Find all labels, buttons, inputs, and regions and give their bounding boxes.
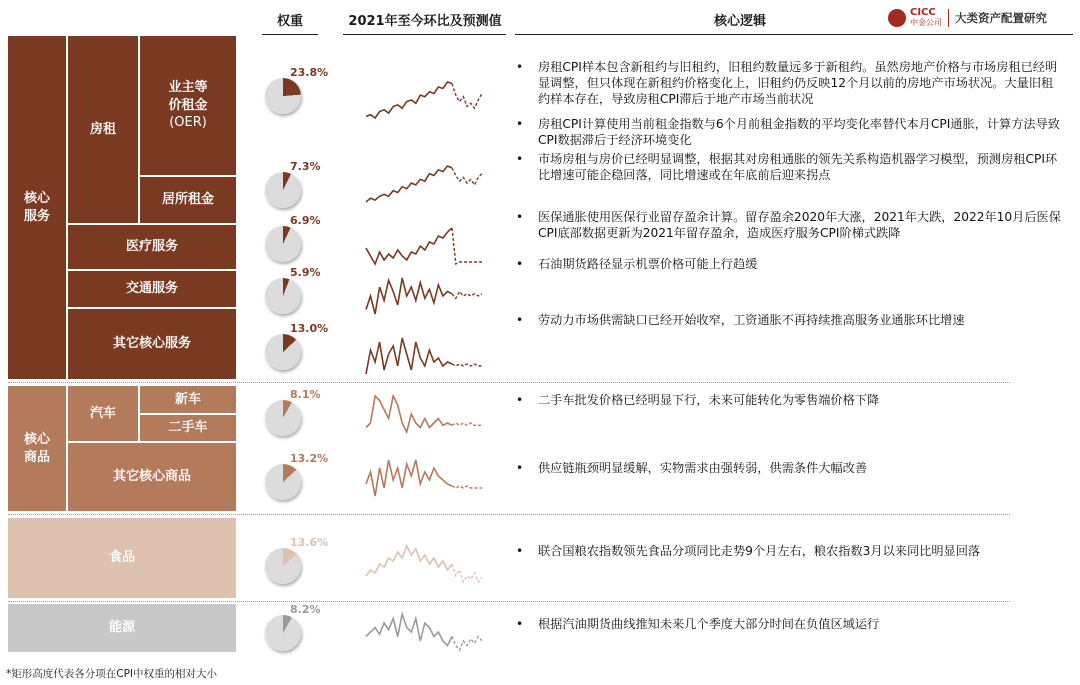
cat-other-services: 其它核心服务 xyxy=(68,309,236,379)
brand-research: 大类资产配置研究 xyxy=(955,11,1047,25)
group-energy: 能源 xyxy=(8,604,236,652)
weight-value: 23.8% xyxy=(290,66,329,79)
weight-header: 权重 xyxy=(276,14,303,29)
sparkline-forecast xyxy=(452,486,482,488)
weight-pie xyxy=(265,278,301,314)
logic-header: 核心逻辑 xyxy=(713,14,766,29)
sparkline-forecast xyxy=(452,292,482,299)
logic-bullet xyxy=(510,461,1065,477)
logic-bullet-text: • 市场房租与房价已经明显调整，根据其对房租通胀的领先关系构造机器学习模型，预测房租CPI环比增速可能企稳回落，同比增速或在年底前后迎来拐点 xyxy=(510,152,1065,184)
brand-sub: 中金公司 xyxy=(910,18,942,27)
sparkline-actual xyxy=(366,166,452,202)
weight-pie xyxy=(265,615,301,651)
sparkline-actual xyxy=(366,614,452,646)
trend-sparklines xyxy=(360,36,490,666)
logic-bullet xyxy=(510,210,1065,242)
sparkline-forecast xyxy=(452,364,482,366)
logic-bullet-text: • 根据汽油期货曲线推知未来几个季度大部分时间在负值区域运行 xyxy=(510,617,1065,633)
group-food: 食品 xyxy=(8,518,236,598)
brand-main: CICC xyxy=(910,7,936,18)
sparkline-actual xyxy=(366,460,452,496)
sparkline-forecast xyxy=(452,423,482,425)
weight-pie xyxy=(265,78,301,114)
group-core-services: 核心服务 xyxy=(8,36,66,379)
logic-bullet-text: • 房租CPI计算使用当前租金指数与6个月前租金指数的平均变化率替代本月CPI通胀，计算方法导致CPI数据滞后于经济环境变化 xyxy=(510,117,1065,149)
logic-bullet-text: • 石油期货路径显示机票价格可能上行趋缓 xyxy=(510,257,1065,273)
sparkline-forecast xyxy=(452,637,482,651)
weight-pie xyxy=(265,226,301,262)
sparkline-actual xyxy=(366,82,452,118)
weight-value: 7.3% xyxy=(290,160,321,173)
section-separator xyxy=(8,382,1010,383)
group-core-goods: 核心商品 xyxy=(8,386,66,511)
weight-value: 13.6% xyxy=(290,536,329,549)
cat-other-goods: 其它核心商品 xyxy=(68,443,236,511)
cicc-logo-icon xyxy=(888,9,906,27)
sparkline-forecast xyxy=(452,84,482,109)
weight-pie xyxy=(265,464,301,500)
weight-pie xyxy=(265,548,301,584)
logic-bullet-text: • 供应链瓶颈明显缓解，实物需求由强转弱，供需条件大幅改善 xyxy=(510,461,1065,477)
logic-bullet-text: • 二手车批发价格已经明显下行，未来可能转化为零售端价格下降 xyxy=(510,393,1065,409)
trend-header-rule xyxy=(343,34,506,35)
sparkline-forecast xyxy=(452,228,482,264)
sparkline-forecast xyxy=(452,168,482,185)
weight-value: 13.2% xyxy=(290,452,329,465)
weight-value: 5.9% xyxy=(290,266,321,279)
cat-rent: 房租 xyxy=(68,36,138,223)
logic-header-rule xyxy=(515,34,1073,35)
brand-logo xyxy=(888,6,1076,30)
weight-pie xyxy=(265,400,301,436)
logic-bullet xyxy=(510,257,1065,273)
logic-bullet xyxy=(510,60,1065,107)
sparkline-actual xyxy=(366,546,452,576)
cat-used-car: 二手车 xyxy=(140,415,236,441)
weight-pie xyxy=(265,334,301,370)
sparkline-forecast xyxy=(452,564,482,582)
brand-divider xyxy=(948,9,949,27)
sparkline-actual xyxy=(366,278,452,314)
cat-auto: 汽车 xyxy=(68,386,138,441)
sparkline-actual xyxy=(366,396,452,432)
cat-residence-rent: 居所租金 xyxy=(140,177,236,223)
cat-medical: 医疗服务 xyxy=(68,225,236,269)
weight-value: 8.1% xyxy=(290,388,321,401)
logic-bullet-text: • 劳动力市场供需缺口已经开始收窄，工资通胀不再持续推高服务业通胀环比增速 xyxy=(510,313,1065,329)
cat-oer: 业主等 价租金 (OER) xyxy=(140,36,236,175)
weight-header-rule xyxy=(262,34,318,35)
section-separator xyxy=(8,601,1010,602)
logic-bullet xyxy=(510,544,1065,560)
section-separator xyxy=(8,514,1010,515)
logic-bullet-text: • 医保通胀使用医保行业留存盈余计算。留存盈余2020年大涨，2021年大跌，2022年10月后医保CPI底部数据更新为2021年留存盈余，造成医疗服务CPI阶梯式跌降 xyxy=(510,210,1065,242)
logic-bullet-text: • 联合国粮农指数领先食品分项同比走势9个月左右，粮农指数3月以来同比明显回落 xyxy=(510,544,1065,560)
logic-bullet xyxy=(510,152,1065,184)
weight-pie xyxy=(265,172,301,208)
weight-value: 8.2% xyxy=(290,603,321,616)
cat-transport: 交通服务 xyxy=(68,271,236,307)
logic-bullet xyxy=(510,313,1065,329)
sparkline-actual xyxy=(366,338,452,374)
sparkline-actual xyxy=(366,228,452,264)
logic-bullet xyxy=(510,617,1065,633)
weight-value: 13.0% xyxy=(290,322,329,335)
trend-header: 2021年至今环比及预测值 xyxy=(348,14,502,29)
footnote: *矩形高度代表各分项在CPI中权重的相对大小 xyxy=(6,668,218,680)
cat-new-car: 新车 xyxy=(140,386,236,413)
logic-bullet xyxy=(510,117,1065,149)
weight-value: 6.9% xyxy=(290,214,321,227)
logic-bullet xyxy=(510,393,1065,409)
logic-bullet-text: • 房租CPI样本包含新租约与旧租约，旧租约数量远多于新租约。虽然房地产价格与市场房租已经明显调整，但只体现在新租约价格变化上，旧租约仍反映12个月以前的房地产市场状况。大量旧租约样本存在，导致房租CPI滞后于地产市场当前状况 xyxy=(510,60,1065,107)
